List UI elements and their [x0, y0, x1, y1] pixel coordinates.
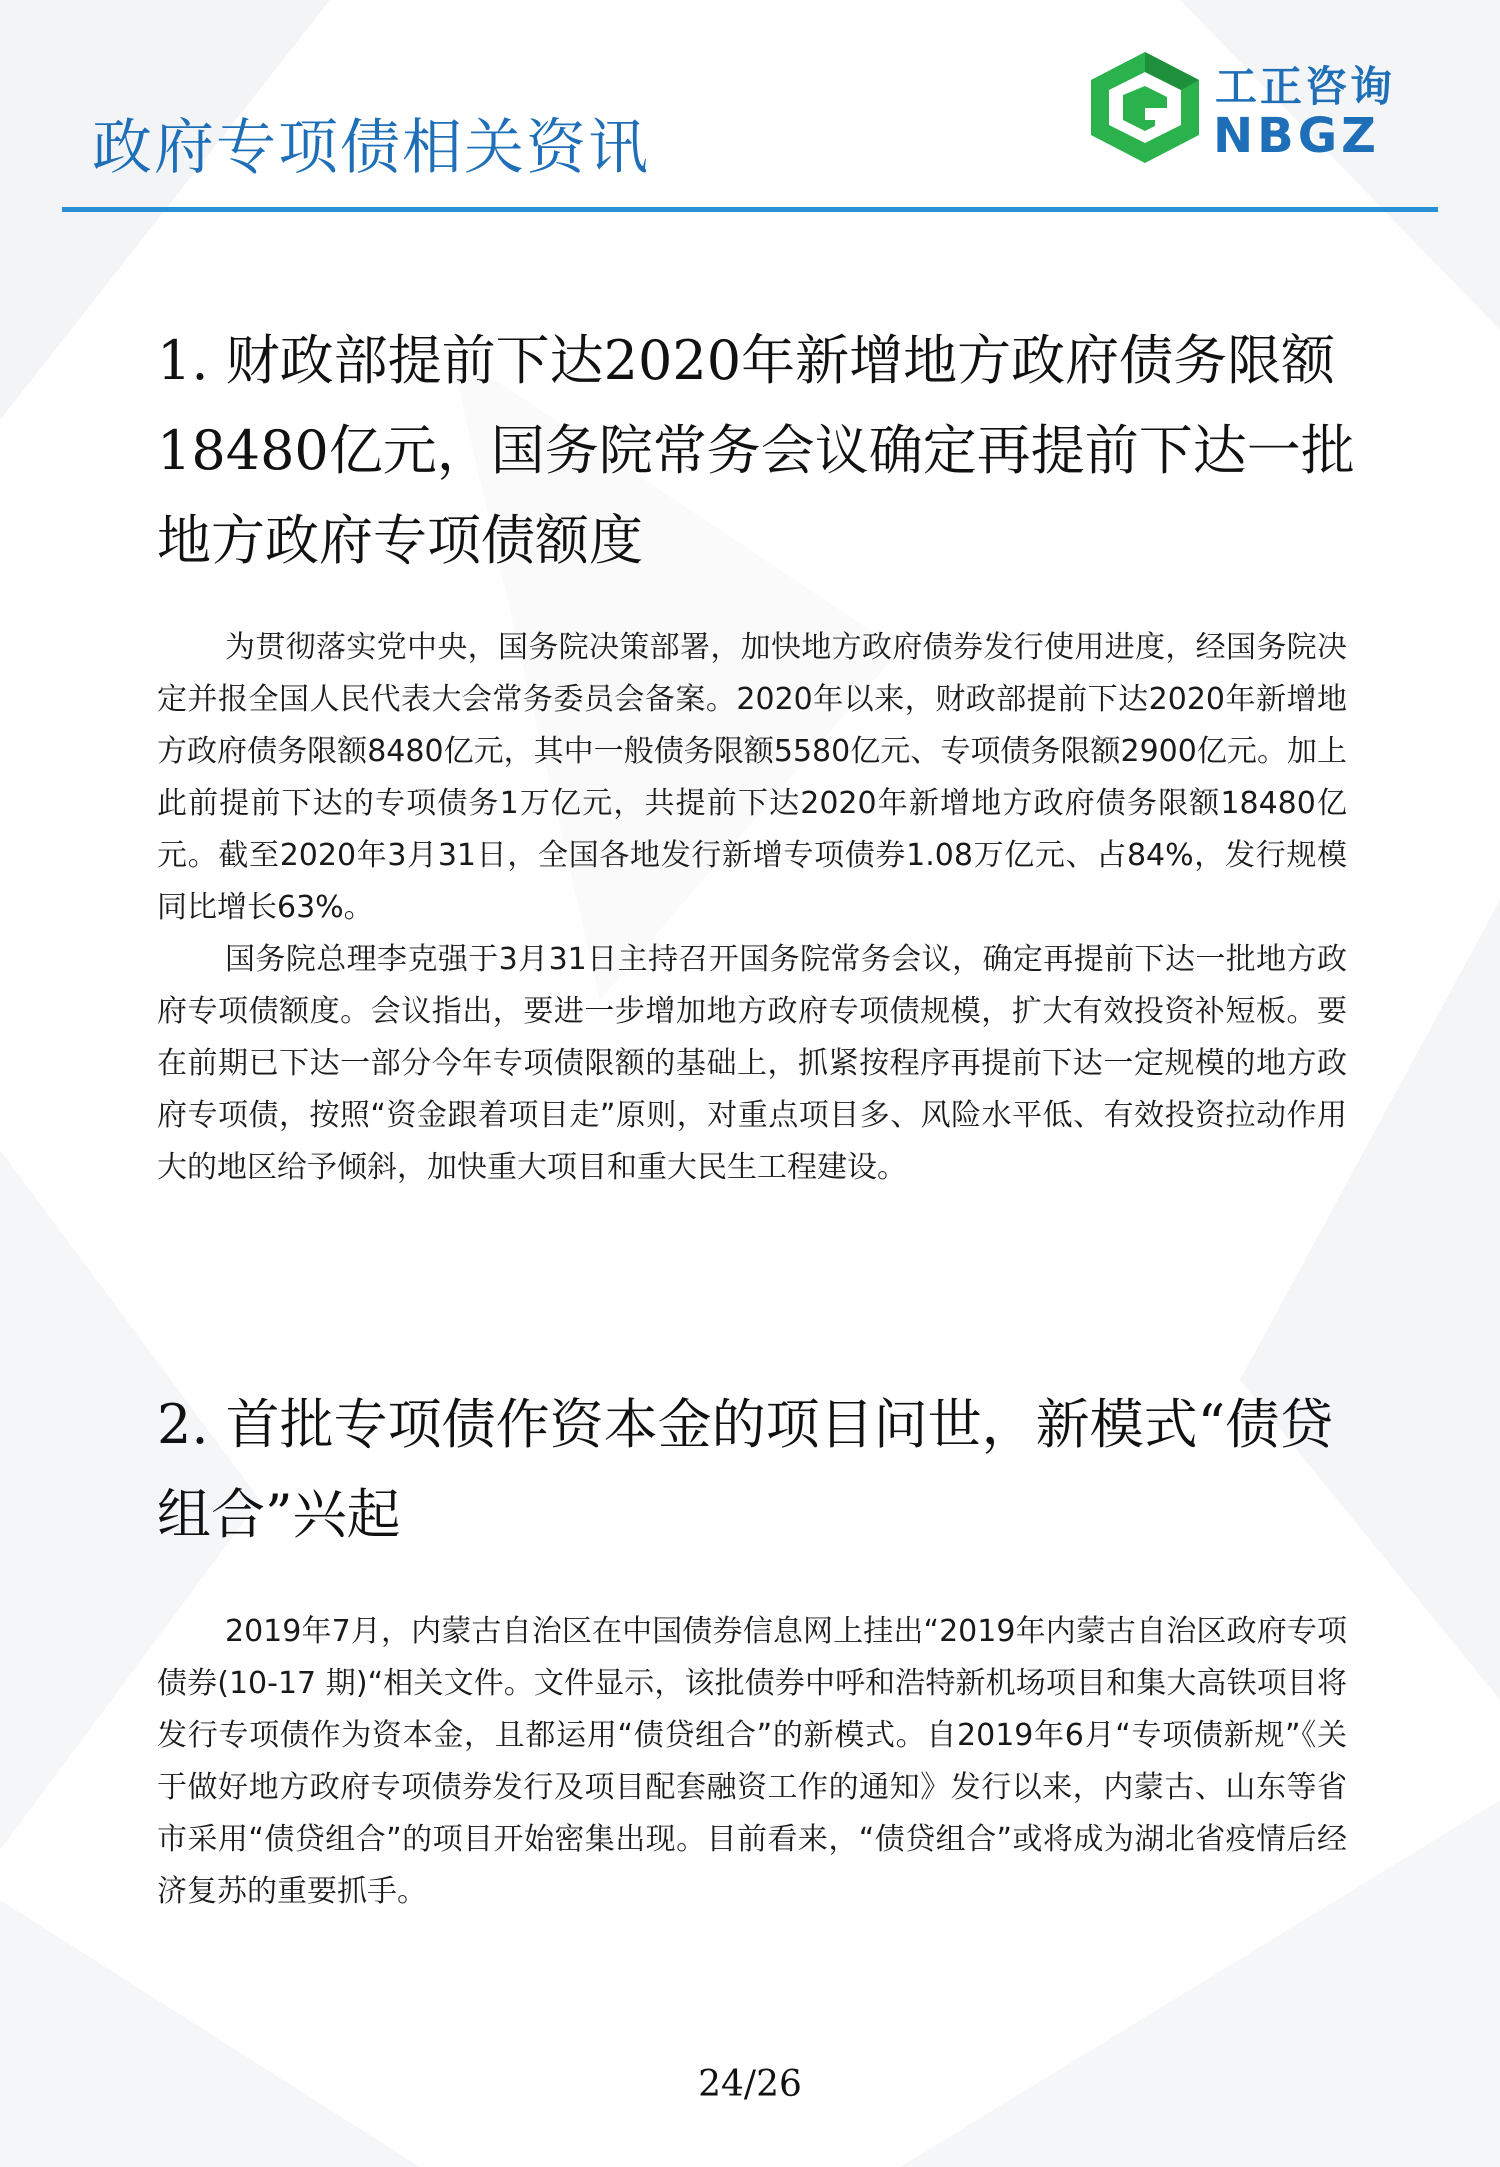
company-logo [1085, 50, 1430, 165]
section-1-paragraph-1: 为贯彻落实党中央，国务院决策部署，加快地方政府债券发行使用进度，经国务院决定并报全国人民代表大会常务委员会备案。2020年以来，财政部提前下达2020年新增地方政府债务限额8480亿元，其中一般债务限额5580亿元、专项债务限额2900亿元。加上此前提前下达的专项债务1万亿元，共提前下达2020年新增地方政府债务限额18480亿元。截至2020年3月31日，全国各地发行新增专项债券1.08万亿元、占84%，发行规模同比增长63%。 [157, 630, 1347, 925]
logo-mark-icon [1085, 50, 1205, 165]
page-header-title: 政府专项债相关资讯 [92, 113, 650, 183]
logo-english-text: NBGZ [1213, 108, 1380, 164]
header-divider [62, 207, 1438, 212]
section-2-heading: 2. 首批专项债作资本金的项目问世，新模式“债贷组合”兴起 [157, 1393, 1334, 1546]
section-2-paragraph-1: 2019年7月，内蒙古自治区在中国债券信息网上挂出“2019年内蒙古自治区政府专项债券(10-17 期)“相关文件。文件显示，该批债券中呼和浩特新机场项目和集大高铁项目将发行专项债作为资本金，且都运用“债贷组合”的新模式。自2019年6月“专项债新规”《关于做好地方政府专项债券发行及项目配套融资工作的通知》发行以来，内蒙古、山东等省市采用“债贷组合”的项目开始密集出现。目前看来，“债贷组合”或将成为湖北省疫情后经济复苏的重要抓手。 [157, 1614, 1347, 1909]
logo-chinese-text: 工正咨询 [1215, 62, 1396, 111]
section-1-heading: 1. 财政部提前下达2020年新增地方政府债务限额18480亿元，国务院常务会议确定再提前下达一批地方政府专项债额度 [157, 329, 1355, 572]
section-1-paragraph-2: 国务院总理李克强于3月31日主持召开国务院常务会议，确定再提前下达一批地方政府专项债额度。会议指出，要进一步增加地方政府专项债规模，扩大有效投资补短板。要在前期已下达一部分今年专项债限额的基础上，抓紧按程序再提前下达一定规模的地方政府专项债，按照“资金跟着项目走”原则，对重点项目多、风险水平低、有效投资拉动作用大的地区给予倾斜，加快重大项目和重大民生工程建设。 [157, 942, 1347, 1185]
page-number: 24/26 [698, 2064, 802, 2105]
